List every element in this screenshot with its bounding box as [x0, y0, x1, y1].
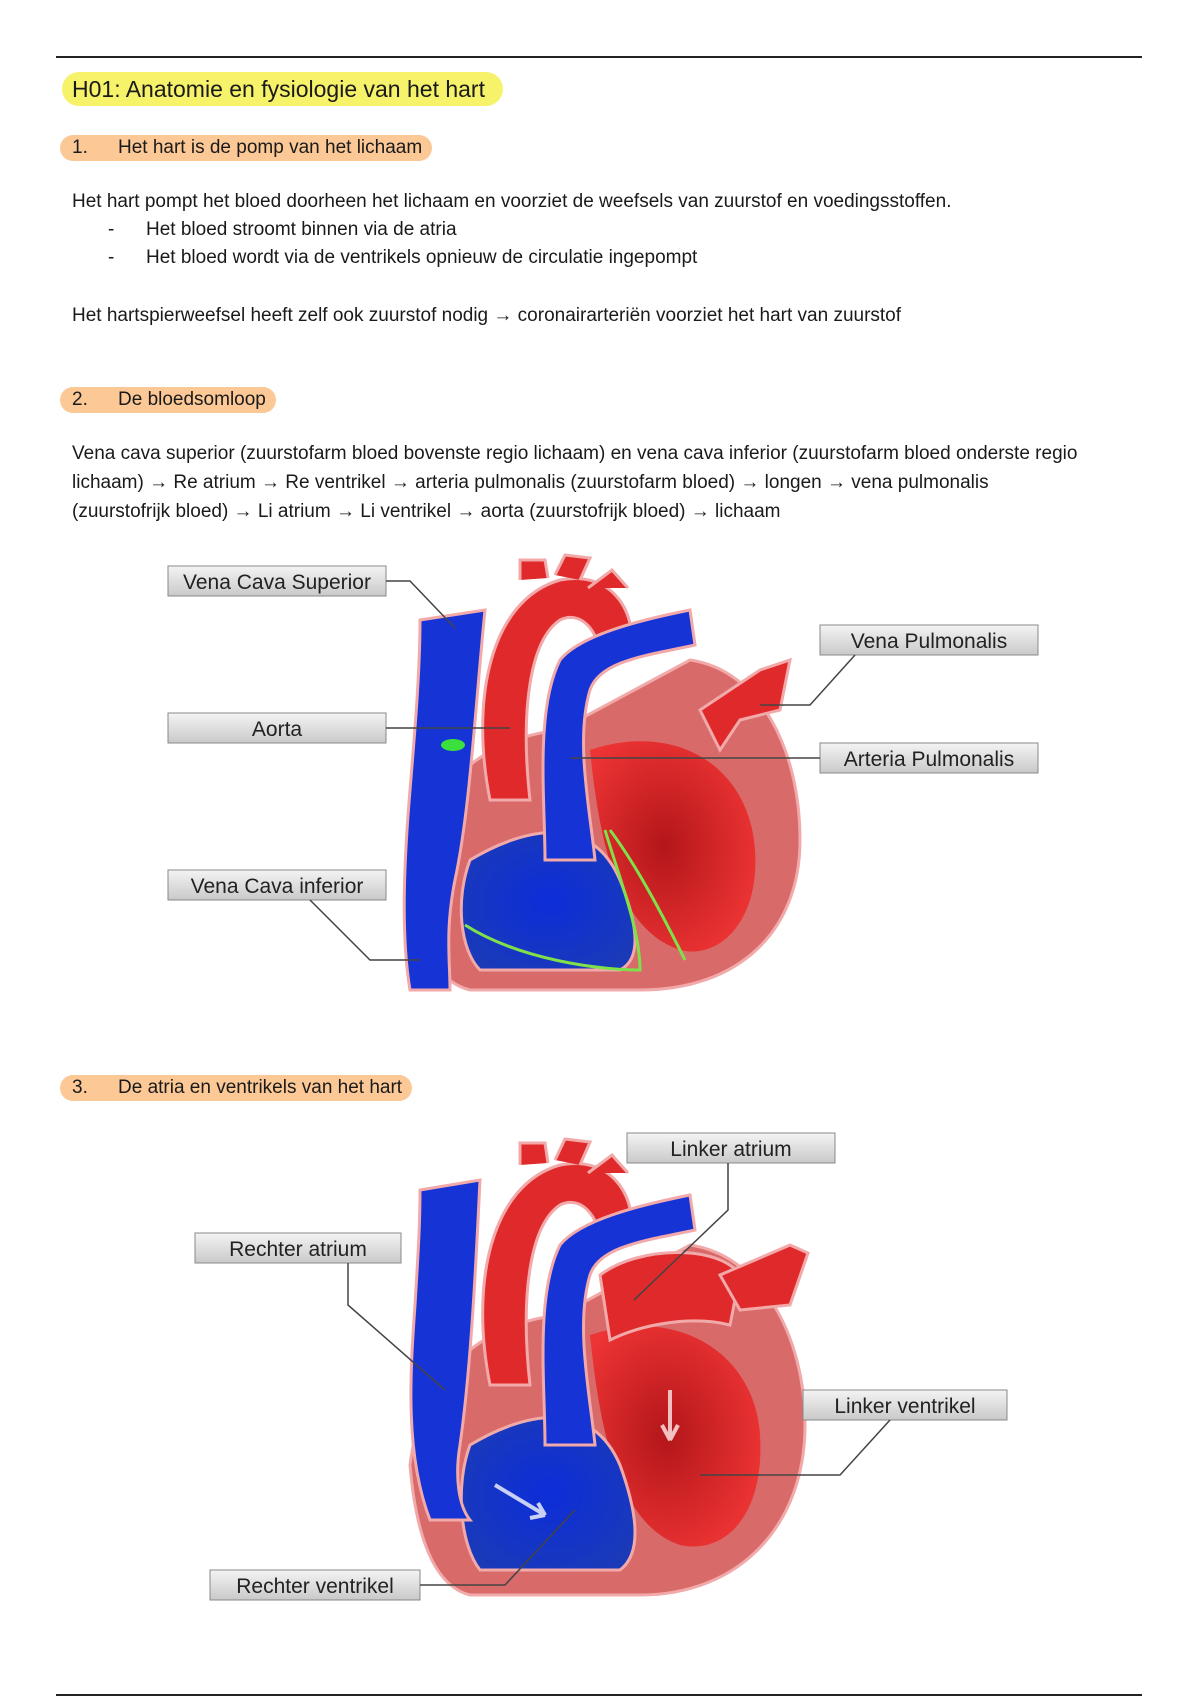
section-2-heading: [60, 387, 276, 413]
label-vena-cava-inferior: [168, 870, 420, 960]
label-text: Linker ventrikel: [834, 1395, 976, 1418]
label-text: Vena Cava inferior: [190, 875, 364, 898]
bullet-dash: -: [108, 219, 115, 240]
bottom-rule: [56, 1694, 1142, 1696]
chambers-heart-diagram: [0, 1125, 1200, 1625]
section-1-heading: [60, 135, 432, 161]
label-text: Vena Pulmonalis: [850, 630, 1008, 653]
section-title: De atria en ventrikels van het hart: [118, 1077, 403, 1098]
label-rechter-atrium: [195, 1233, 445, 1390]
label-text: Rechter atrium: [229, 1238, 367, 1261]
section-title: De bloedsomloop: [118, 389, 266, 410]
label-vena-cava-superior: [168, 566, 455, 628]
pulmonary-vein: [720, 1245, 808, 1310]
section-number: 1.: [72, 137, 88, 158]
section-1-intro: Het hart pompt het bloed doorheen het lichaam en voorziet de weefsels van zuurstof en voedingsstoffen.: [72, 191, 952, 212]
list-item: [108, 244, 697, 272]
circulation-line: (zuurstofrijk bloed) → Li atrium → Li ventrikel → aorta (zuurstofrijk bloed) → lichaam: [72, 501, 781, 522]
section-number: 2.: [72, 389, 88, 410]
section-number: 3.: [72, 1077, 88, 1098]
section-3-heading: [60, 1075, 412, 1101]
circulation-heart-diagram: [0, 550, 1200, 1030]
label-text: Aorta: [251, 718, 303, 741]
circulation-line: lichaam) → Re atrium → Re ventrikel → arteria pulmonalis (zuurstofarm bloed) → longen → vena pulmonalis: [72, 472, 989, 493]
label-text: Rechter ventrikel: [236, 1575, 394, 1598]
label-vena-pulmonalis: [760, 625, 1038, 705]
label-text: Vena Cava Superior: [183, 571, 371, 594]
list-item-text: Het bloed stroomt binnen via de atria: [146, 219, 457, 240]
circulation-line: Vena cava superior (zuurstofarm bloed bovenste regio lichaam) en vena cava inferior (zuurstofarm bloed onderste regio: [72, 443, 1078, 464]
list-item: [108, 216, 457, 244]
page-title: H01: Anatomie en fysiologie van het hart: [62, 72, 503, 106]
top-rule: [56, 56, 1142, 58]
section-title: Het hart is de pomp van het lichaam: [118, 137, 423, 158]
bullet-dash: -: [108, 247, 115, 268]
label-text: Arteria Pulmonalis: [843, 748, 1015, 771]
section-1-note: Het hartspierweefsel heeft zelf ook zuurstof nodig → coronairarteriën voorziet het hart van zuurstof: [72, 305, 902, 326]
list-item-text: Het bloed wordt via de ventrikels opnieuw de circulatie ingepompt: [146, 247, 698, 268]
label-text: Linker atrium: [670, 1138, 792, 1161]
coronary-ostium: [441, 739, 465, 751]
